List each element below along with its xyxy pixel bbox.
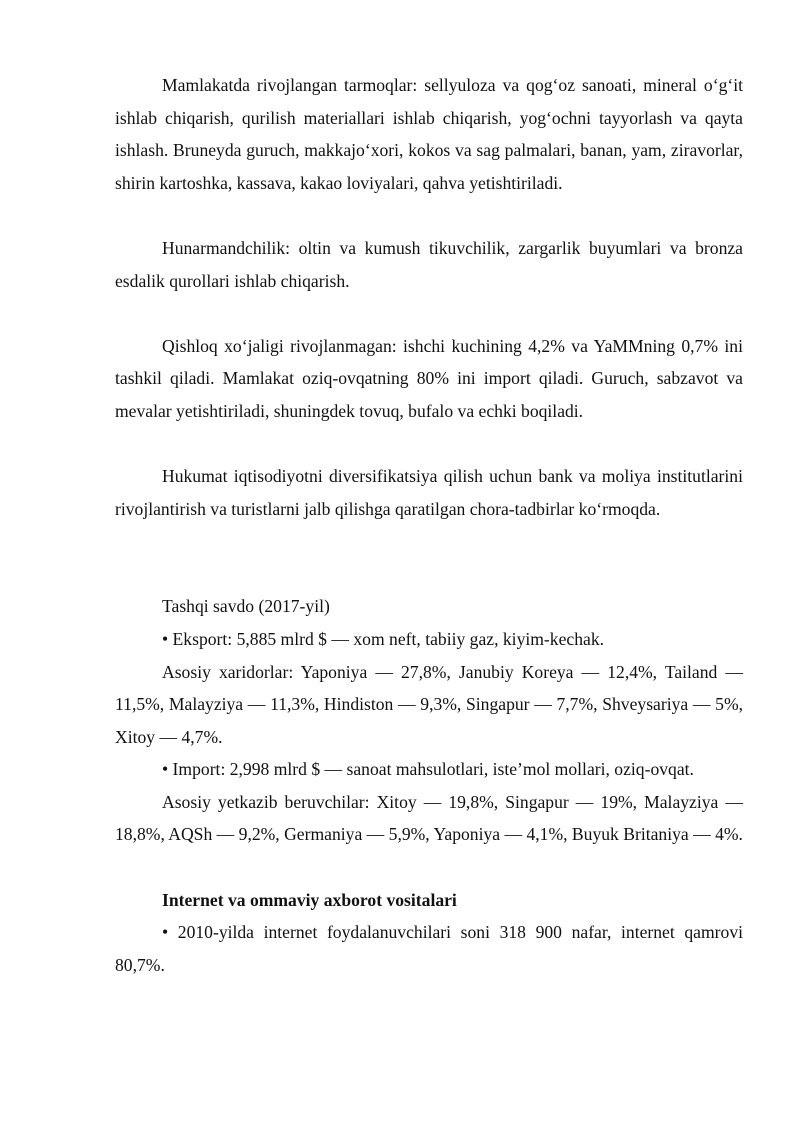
internet-heading: Internet va ommaviy axborot vositalari — [162, 889, 457, 910]
import-line: • Import: 2,998 mlrd $ — sanoat mahsulotlari, iste’mol mollari, oziq-ovqat. — [162, 759, 694, 780]
diversification-paragraph: Hukumat iqtisodiyotni diversifikatsiya qilish uchun bank va moliya institutlarini rivojlantirish va turistlarni jalb qilishga qaratilgan chora-tadbirlar ko‘rmoqda. — [115, 466, 743, 519]
industries-paragraph: Mamlakatda rivojlangan tarmoqlar: sellyuloza va qog‘oz sanoati, mineral o‘g‘it ishlab chiqarish, qurilish materiallari ishlab chiqarish, yog‘ochni tayyorlash va qayta ishlash. Bruneyda guruch, makkajo‘xori, kokos va sag palmalari, banan, yam, ziravorlar, shirin kartoshka, kassava, kakao loviyalari, qahva yetishtiriladi. — [115, 75, 743, 193]
trade-title: Tashqi savdo (2017-yil) — [162, 596, 330, 617]
crafts-paragraph: Hunarmandchilik: oltin va kumush tikuvchilik, zargarlik buyumlari va bronza esdalik qurollari ishlab chiqarish. — [115, 237, 743, 291]
import-suppliers-paragraph: Asosiy yetkazib beruvchilar: Xitoy — 19,8%, Singapur — 19%, Malayziya — 18,8%, AQSh — 9,2%, Germaniya — 5,9%, Yaponiya — 4,1%, Buyuk Britaniya — 4%. — [115, 791, 743, 845]
export-line: • Eksport: 5,885 mlrd $ — xom neft, tabiiy gaz, kiyim-kechak. — [162, 628, 605, 649]
export-buyers-paragraph: Asosiy xaridorlar: Yaponiya — 27,8%, Janubiy Koreya — 12,4%, Tailand — 11,5%, Malayziya — 11,3%, Hindiston — 9,3%, Singapur — 7,7%, Shveysariya — 5%, Xitoy — 4,7%. — [115, 661, 743, 747]
internet-users-paragraph: • 2010-yilda internet foydalanuvchilari soni 318 900 nafar, internet qamrovi 80,7%. — [115, 922, 743, 975]
document-page — [115, 69, 743, 981]
agriculture-paragraph: Qishloq xo‘jaligi rivojlanmagan: ishchi kuchining 4,2% va YaMMning 0,7% ini tashkil qiladi. Mamlakat oziq-ovqatning 80% ini import qiladi. Guruch, sabzavot va mevalar yetishtiriladi, shuningdek tovuq, bufalo va echki boqiladi. — [115, 335, 743, 421]
